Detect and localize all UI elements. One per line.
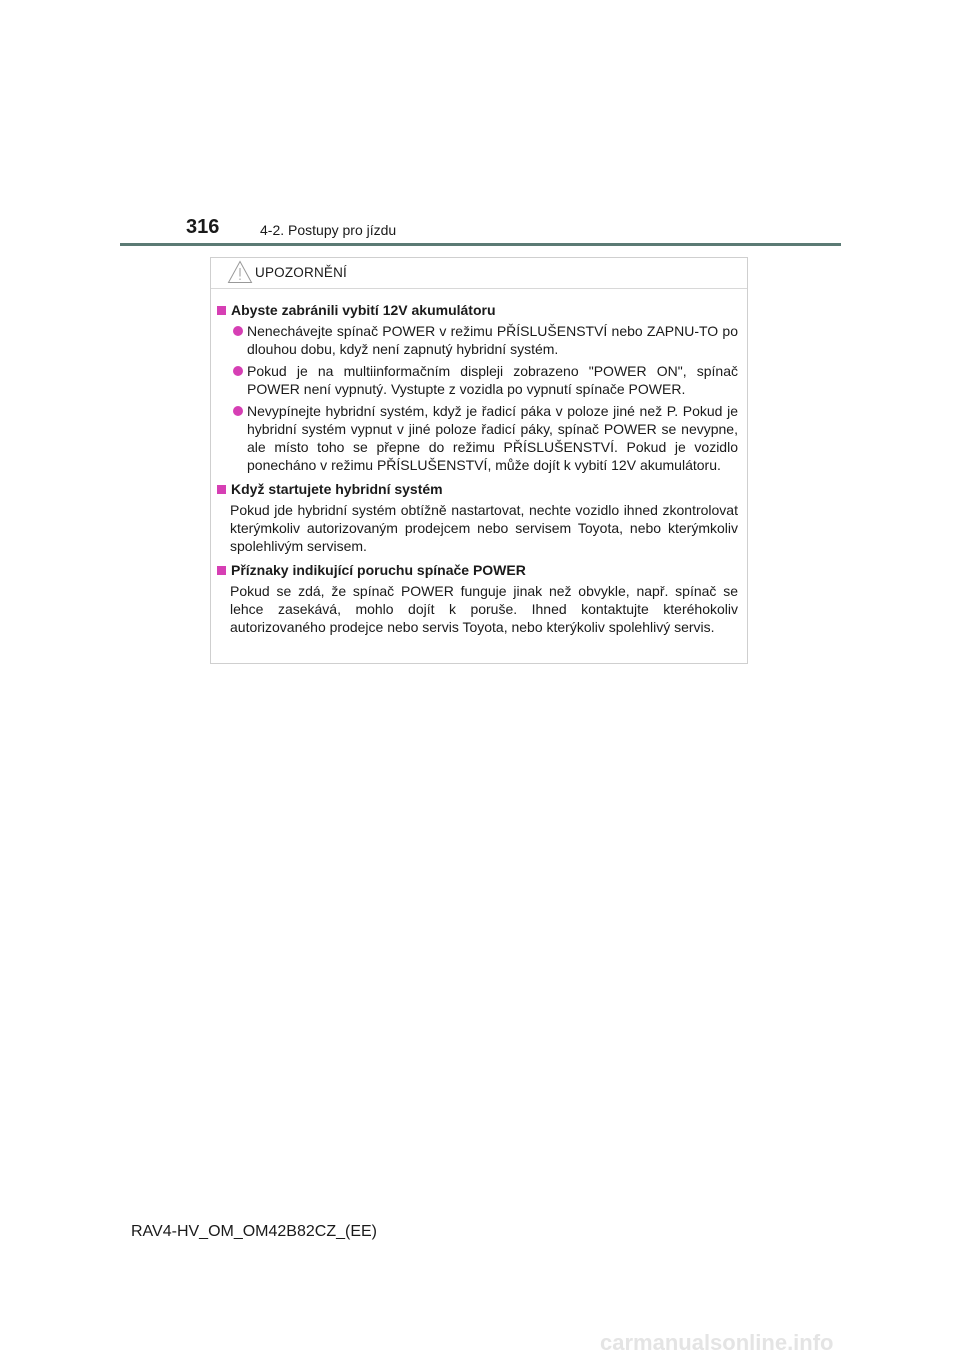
list-item [217,362,738,398]
watermark: carmanualsonline.info [600,1330,834,1355]
list-item-text: Nenechávejte spínač POWER v režimu PŘÍSLUŠENSTVÍ nebo ZAPNU-TO po dlouhou dobu, když není zapnutý hybridní systém. [247,323,738,357]
circle-bullet-icon [233,326,243,336]
header-rule [120,243,841,246]
section-heading [217,561,738,579]
square-bullet-icon [217,566,226,575]
page-number: 316 [186,216,220,238]
section-title: 4-2. Postupy pro jízdu [260,222,397,238]
section-heading [217,480,738,498]
document-code: RAV4-HV_OM_OM42B82CZ_(EE) [131,1223,377,1240]
warning-title: UPOZORNĚNÍ [255,265,348,280]
list-item-text: Nevypínejte hybridní systém, když je řadicí páka v poloze jiné než P. Pokud je hybridní systém vypnut v jiné poloze řadicí páky, spínač POWER se nevypne, ale místo toho se přepne do režimu PŘÍSLUŠENSTVÍ. Pokud je vozidlo ponecháno v režimu PŘÍSLUŠENSTVÍ, může dojít k vybití 12V akumulátoru. [247,403,738,473]
circle-bullet-icon [233,366,243,376]
section-heading-text: Když startujete hybridní systém [231,481,443,497]
warning-header [211,258,747,289]
warning-body [211,289,747,636]
list-item-text: Pokud je na multiinformačním displeji zobrazeno "POWER ON", spínač POWER není vypnutý. Vystupte z vozidla po vypnutí spínače POWER. [247,363,738,397]
warning-triangle-icon [227,260,253,284]
section-heading-text: Příznaky indikující poruchu spínače POWER [231,562,526,578]
section-battery [217,301,738,474]
section-starting [217,480,738,555]
section-heading [217,301,738,319]
square-bullet-icon [217,306,226,315]
section-paragraph: Pokud se zdá, že spínač POWER funguje jinak než obvykle, např. spínač se lehce zasekává, mohlo dojít k poruše. Ihned kontaktujte kteréhokoliv autorizovaného prodejce nebo servis Toyota, nebo kterýkoliv spolehlivý servis. [230,583,738,635]
circle-bullet-icon [233,406,243,416]
section-malfunction [217,561,738,636]
section-heading-text: Abyste zabránili vybití 12V akumulátoru [231,302,496,318]
square-bullet-icon [217,485,226,494]
list-item [217,322,738,358]
section-paragraph: Pokud jde hybridní systém obtížně nastartovat, nechte vozidlo ihned zkontrolovat kterýmkoliv autorizovaným prodejcem nebo servisem Toyota, nebo kterýmkoliv spolehlivým servisem. [230,502,738,554]
list-item [217,402,738,474]
warning-box [210,257,748,664]
